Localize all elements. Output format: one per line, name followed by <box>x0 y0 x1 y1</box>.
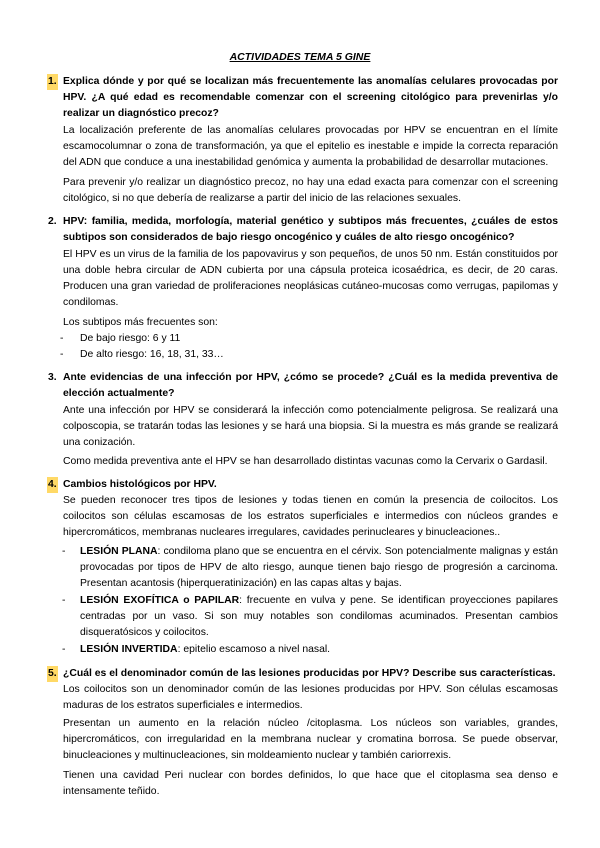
question-number: 4. <box>47 477 58 493</box>
question-1 <box>48 74 558 122</box>
question-text: ¿Cuál es el denominador común de las lesiones producidas por HPV? Describe sus características. <box>63 668 556 679</box>
answer-paragraph: Como medida preventiva ante el HPV se han desarrollado distintas vacunas como la Cervarix o Gardasil. <box>63 456 548 467</box>
question-text: Ante evidencias de una infección por HPV, ¿cómo se procede? ¿Cuál es la medida preventiva de elección actualmente? <box>63 372 558 399</box>
question-text: Cambios histológicos por HPV. <box>63 479 217 490</box>
answer-paragraph: Los subtipos más frecuentes son: <box>63 317 218 328</box>
document-page: ACTIVIDADES TEMA 5 GINE 1. Explica dónde y por qué se localizan más frecuentemente las anomalías celulares provocadas por HPV. ¿A qué edad es recomendable comenzar con el screening citológico para prevenirlas y/o realizar un diagnóstico precoz? La localización preferente de las anomalías celulares provocadas por HPV se encuentran en el límite escamocolumnar o zona de transformación, ya que el epitelio es inestable e impide la correcta reparación del ADN que conduce a una inestabilidad genómica y aumenta la probabilidad de desarrollar mutaciones. Para prevenir y/o realizar un diagnóstico precoz, no hay una edad exacta para comenzar con el screening citológico, si no que debería de realizarse a partir del inicio de las relaciones sexuales. 2. HPV: familia, medida, morfología, material genético y subtipos más frecuentes, ¿cuáles de estos subtipos son considerados de bajo riesgo oncogénico y cuáles de alto riesgo oncogénico? El HPV es un virus de la familia de los papovavirus y son pequeños, de unos 50 nm. Están constituidos por una doble hebra circular de ADN cubierta por una cápsula proteica icosaédrica, es decir, de 20 caras. Producen una gran variedad de proliferaciones neoplásicas cutáneo-mucosas como verrugas, papilomas y condilomas. Los subtipos más frecuentes son: - De bajo riesgo: 6 y 11 - De alto riesgo: 16, 18, 31, 33… 3. Ante evidencias de una infección por HPV, ¿cómo se procede? ¿Cuál es la medida preventiva de elección actualmente? Ante una infección por HPV se considerará la infección como potencialmente peligrosa. Se realizará una colposcopia, se tratarán todas las lesiones y se hará una biopsia. Si la muestra es más grande se realizará una conización. Como medida preventiva ante el HPV se han desarrollado distintas vacunas como la Cervarix o Gardasil. 4. Cambios histológicos por HPV. Se pueden reconocer tres tipos de lesiones y todas tienen en común la presencia de coilocitos. Los coilocitos son células escamosas de los estratos superficiales e intermedios con núcleos grandes e hipercromáticos, membranas nucleares irregulares, cavidades perinucleares y binucleaciones.. - LESIÓN PLANA: condiloma plano que se encuentra en el cérvix. Son potencialmente malignas y están provocadas por tipos de HPV de alto riesgo, aunque tienen bajo riesgo de progresión a carcinoma. Presentan acantosis (hiperqueratinización) en las capas altas y bajas. - LESIÓN EXOFÍTICA o PAPILAR: frecuente en vulva y pene. Se identifican proyecciones papilares centradas por un vaso. Si son muy notables son condilomas acuminados. Presentan cambios disqueratósicos y coilocitos. - LESIÓN INVERTIDA: epitelio escamoso a nivel nasal. 5. ¿Cuál es el denominador común de las lesiones producidas por HPV? Describe sus características. Los coilocitos son un denominador común de las lesiones producidas por HPV. Son células escamosas maduras de los estratos superficiales e intermedios. Presentan un aumento en la relación núcleo /citoplasma. Los núcleos son variables, grandes, hipercromáticos, con irregularidad en la membrana nuclear y cromatina borrosa. Se puede observar, binucleaciones y multinucleaciones, sin moldeamiento nuclear y también cariorrexis. Tienen una cavidad Peri nuclear con bordes definidos, lo que hace que el citoplasma sea denso e intensamente teñido. <box>0 0 600 848</box>
question-5 <box>48 666 558 682</box>
lesion-description: : condiloma plano que se encuentra en el cérvix. Son potencialmente malignas y están provocadas por tipos de HPV de alto riesgo, aunque tienen bajo riesgo de progresión a carcinoma. Presentan acantosis (hiperqueratinización) en las capas altas y bajas. <box>80 546 558 589</box>
lesion-item: - LESIÓN PLANA: condiloma plano que se encuentra en el cérvix. Son potencialmente malignas y están provocadas por tipos de HPV de alto riesgo, aunque tienen bajo riesgo de progresión a carcinoma. Presentan acantosis (hiperqueratinización) en las capas altas y bajas. <box>62 546 558 589</box>
lesion-item: - LESIÓN INVERTIDA: epitelio escamoso a nivel nasal. <box>62 644 331 655</box>
question-text: HPV: familia, medida, morfología, material genético y subtipos más frecuentes, ¿cuáles de estos subtipos son considerados de bajo riesgo oncogénico y cuáles de alto riesgo oncogénico? <box>63 216 558 243</box>
lesion-description: : epitelio escamoso a nivel nasal. <box>177 644 331 655</box>
answer-paragraph: El HPV es un virus de la familia de los papovavirus y son pequeños, de unos 50 nm. Están constituidos por una doble hebra circular de ADN cubierta por una cápsula proteica icosaédrica, es decir, de 20 caras. Producen una gran variedad de proliferaciones neoplásicas cutáneo-mucosas como verrugas, papilomas y condilomas. <box>63 249 558 308</box>
answer-paragraph: Ante una infección por HPV se considerará la infección como potencialmente peligrosa. Se realizará una colposcopia, se tratarán todas las lesiones y se hará una biopsia. Si la muestra es más grande se realizará una conización. <box>63 405 558 448</box>
lesion-description: : frecuente en vulva y pene. Se identifican proyecciones papilares centradas por un vaso. Si son muy notables son condilomas acuminados. Presentan cambios disqueratósicos y coilocitos. <box>80 595 559 638</box>
answer-paragraph: Tienen una cavidad Peri nuclear con bordes definidos, lo que hace que el citoplasma sea denso e intensamente teñido. <box>63 770 558 797</box>
lesion-label: LESIÓN EXOFÍTICA o PAPILAR <box>80 595 240 606</box>
lesion-item: - LESIÓN EXOFÍTICA o PAPILAR: frecuente en vulva y pene. Se identifican proyecciones papilares centradas por un vaso. Si son muy notables son condilomas acuminados. Presentan cambios disqueratósicos y coilocitos. <box>62 595 559 638</box>
answer-paragraph: Los coilocitos son un denominador común de las lesiones producidas por HPV. Son células escamosas maduras de los estratos superficiales e intermedios. <box>63 684 558 711</box>
answer-paragraph: Para prevenir y/o realizar un diagnóstico precoz, no hay una edad exacta para comenzar con el screening citológico, si no que debería de realizarse a partir del inicio de las relaciones sexuales. <box>63 177 558 204</box>
question-number: 1. <box>47 74 58 90</box>
answer-paragraph: La localización preferente de las anomalías celulares provocadas por HPV se encuentran en el límite escamocolumnar o zona de transformación, ya que el epitelio es inestable e impide la correcta reparación del ADN que conduce a una inestabilidad genómica y aumenta la probabilidad de desarrollar mutaciones. <box>63 125 558 168</box>
question-number: 5. <box>47 666 58 682</box>
question-number: 3. <box>48 372 57 383</box>
question-text: Explica dónde y por qué se localizan más frecuentemente las anomalías celulares provocadas por HPV. ¿A qué edad es recomendable comenzar con el screening citológico para prevenirlas y/o realizar un diagnóstico precoz? <box>63 76 558 119</box>
question-2 <box>48 214 558 246</box>
question-3 <box>48 370 558 402</box>
question-number: 2. <box>48 216 57 227</box>
answer-paragraph: Presentan un aumento en la relación núcleo /citoplasma. Los núcleos son variables, grandes, hipercromáticos, con irregularidad en la membrana nuclear y cromatina borrosa. Se puede observar, binucleaciones y multinucleaciones, sin moldeamiento nuclear y también cariorrexis. <box>63 718 558 761</box>
document-title: ACTIVIDADES TEMA 5 GINE <box>229 51 371 63</box>
question-4 <box>48 477 558 493</box>
lesion-label: LESIÓN PLANA <box>80 546 158 557</box>
answer-paragraph: Se pueden reconocer tres tipos de lesiones y todas tienen en común la presencia de coilocitos. Los coilocitos son células escamosas de los estratos superficiales e intermedios con núcleos grandes e hipercromáticos, membranas nucleares irregulares, cavidades perinucleares y binucleaciones.. <box>63 495 558 538</box>
lesion-label: LESIÓN INVERTIDA <box>80 644 178 655</box>
